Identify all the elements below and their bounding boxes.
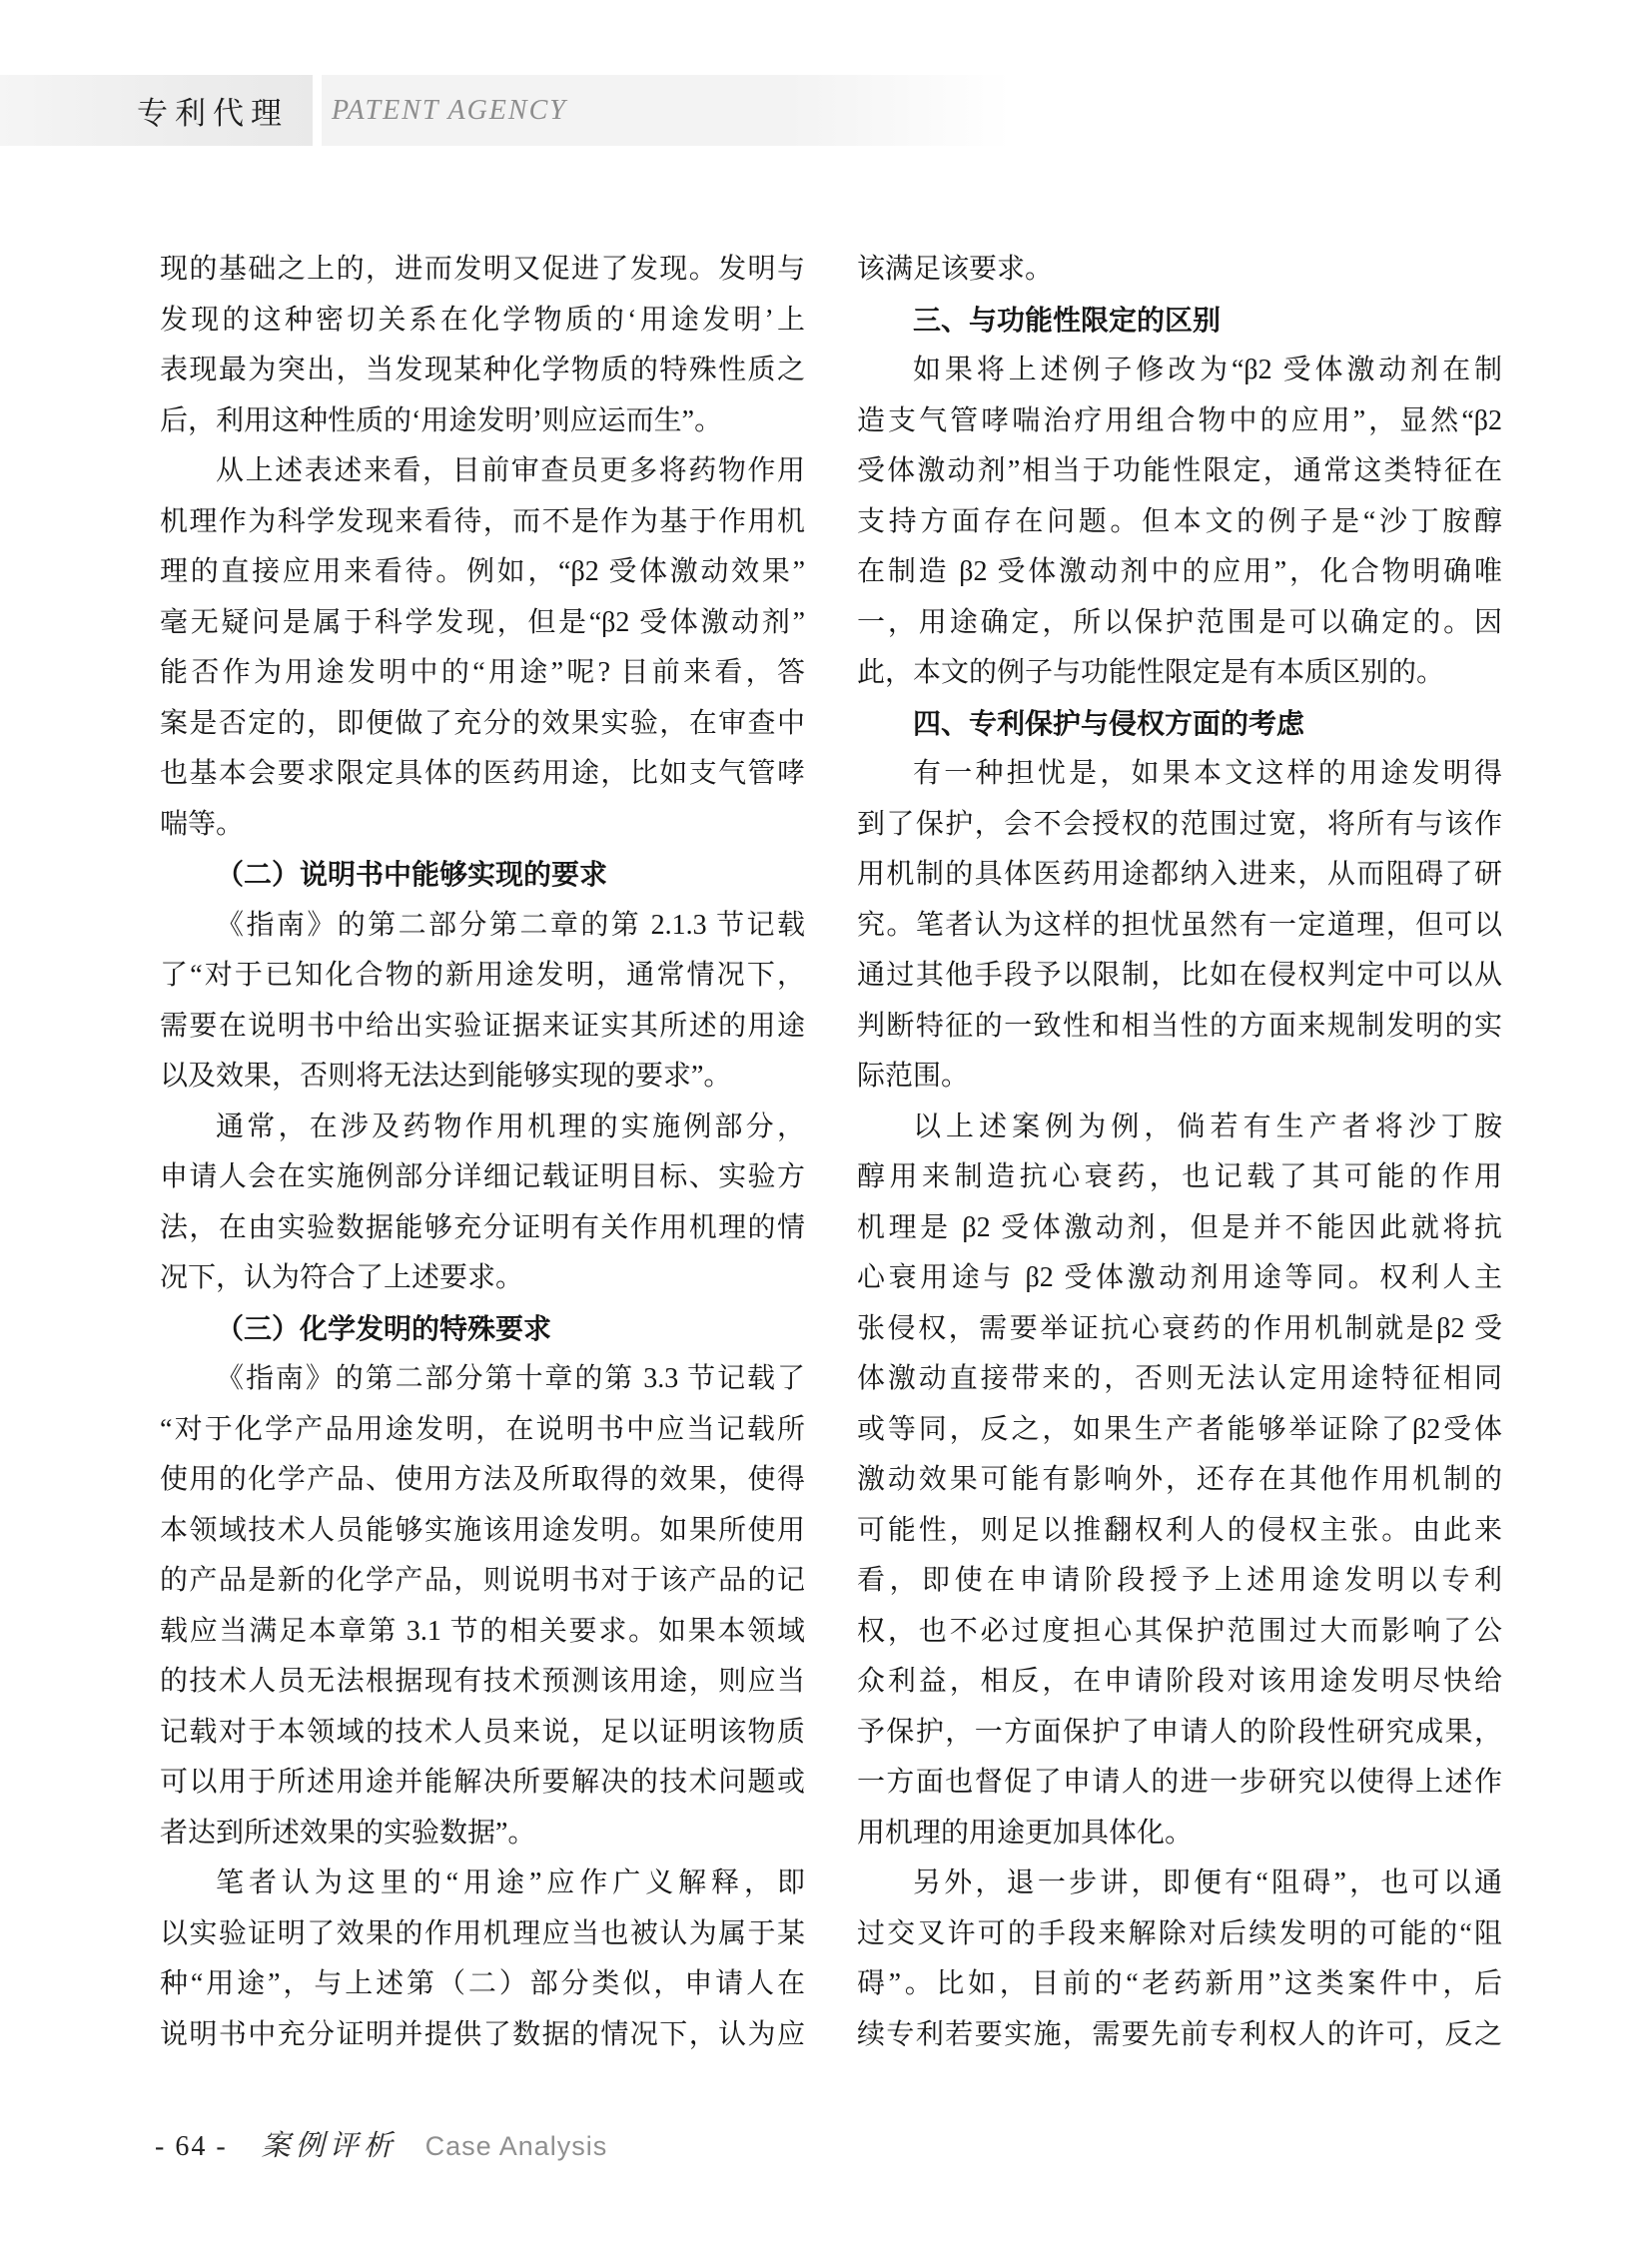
left-line-16: 需要在说明书中给出实验证据来证实其所述的用途 (160, 1010, 805, 1042)
left-line-17: 以及效果，否则将无法达到能够实现的要求”。 (160, 1061, 732, 1092)
left-line-28: 载应当满足本章第 3.1 节的相关要求。如果本领域 (160, 1615, 805, 1647)
right-line-28: 权，也不必过度担心其保护范围过大而影响了公 (857, 1615, 1502, 1647)
right-line-2: 三、与功能性限定的区别 (913, 304, 1222, 336)
header-band-right (322, 75, 1011, 146)
left-line-21: 况下，认为符合了上述要求。 (160, 1262, 524, 1293)
right-line-26: 可能性，则足以推翻权利人的侵权主张。由此来 (857, 1514, 1502, 1546)
left-line-19: 申请人会在实施例部分详细记载证明目标、实验方 (160, 1161, 805, 1192)
section-title-en: Case Analysis (424, 2131, 608, 2161)
left-line-10: 案是否定的，即便做了充分的效果实验，在审查中 (160, 707, 805, 739)
left-line-36: 说明书中充分证明并提供了数据的情况下，认为应 (160, 2018, 805, 2050)
left-line-5: 从上述表述来看，目前审查员更多将药物作用 (216, 455, 805, 486)
right-line-17: 际范围。 (857, 1061, 970, 1092)
right-line-31: 一方面也督促了申请人的进一步研究以使得上述作 (857, 1767, 1502, 1798)
header-band-left (0, 75, 313, 146)
left-column (160, 245, 805, 2060)
right-line-34: 过交叉许可的手段来解除对后续发明的可能的“阻 (857, 1917, 1502, 1949)
right-line-32: 用机理的用途更加具体化。 (857, 1817, 1194, 1849)
left-line-11: 也基本会要求限定具体的医药用途，比如支气管哮 (160, 758, 805, 789)
left-line-12: 喘等。 (160, 808, 245, 840)
right-line-22: 张侵权，需要举证抗心衰药的作用机制就是β2 受 (857, 1312, 1502, 1344)
right-line-29: 众利益，相反，在申请阶段对该用途发明尽快给 (857, 1666, 1502, 1697)
left-line-33: 笔者认为这里的“用途”应作广义解释，即 (216, 1868, 805, 1898)
right-line-7: 在制造 β2 受体激动剂中的应用”，化合物明确唯 (857, 556, 1502, 587)
right-line-6: 支持方面存在问题。但本文的例子是“沙丁胺醇 (857, 505, 1502, 537)
right-line-30: 予保护，一方面保护了申请人的阶段性研究成果， (857, 1716, 1502, 1748)
right-line-19: 醇用来制造抗心衰药，也记载了其可能的作用 (857, 1161, 1502, 1192)
left-line-13: （二）说明书中能够实现的要求 (216, 859, 608, 890)
left-line-20: 法，在由实验数据能够充分证明有关作用机理的情 (160, 1211, 805, 1243)
left-line-32: 者达到所述效果的实验数据”。 (160, 1817, 536, 1849)
left-line-29: 的技术人员无法根据现有技术预测该用途，则应当 (160, 1666, 805, 1697)
right-line-3: 如果将上述例子修改为“β2 受体激动剂在制 (913, 355, 1502, 385)
left-line-6: 机理作为科学发现来看待，而不是作为基于作用机 (160, 505, 805, 537)
right-line-5: 受体激动剂”相当于功能性限定，通常这类特征在 (857, 455, 1502, 486)
right-line-8: 一，用途确定，所以保护范围是可以确定的。因 (857, 606, 1502, 638)
page-footer (155, 2123, 608, 2162)
left-line-34: 以实验证明了效果的作用机理应当也被认为属于某 (160, 1917, 805, 1949)
left-line-14: 《指南》的第二部分第二章的第 2.1.3 节记载 (216, 909, 805, 941)
left-line-24: “对于化学产品用途发明，在说明书中应当记载所 (160, 1413, 805, 1445)
right-line-15: 通过其他手段予以限制，比如在侵权判定中可以从 (857, 960, 1502, 991)
left-line-30: 记载对于本领域的技术人员来说，足以证明该物质 (160, 1716, 805, 1748)
left-line-26: 本领域技术人员能够实施该用途发明。如果所使用 (160, 1514, 805, 1546)
left-line-15: 了“对于已知化合物的新用途发明，通常情况下， (160, 960, 805, 991)
section-title-cn: 案例评析 (261, 2130, 398, 2162)
right-column (857, 245, 1502, 2060)
left-line-23: 《指南》的第二部分第十章的第 3.3 节记载了 (216, 1363, 805, 1394)
right-line-27: 看，即使在申请阶段授予上述用途发明以专利 (857, 1565, 1502, 1596)
left-line-18: 通常，在涉及药物作用机理的实施例部分， (216, 1111, 805, 1142)
left-line-2: 发现的这种密切关系在化学物质的‘用途发明’上 (160, 304, 805, 336)
right-line-35: 碍”。比如，目前的“老药新用”这类案件中，后 (857, 1968, 1502, 1999)
right-line-4: 造支气管哮喘治疗用组合物中的应用”，显然“β2 (857, 404, 1502, 436)
page-number: - 64 - (155, 2131, 228, 2162)
right-line-10: 四、专利保护与侵权方面的考虑 (913, 707, 1305, 739)
right-line-24: 或等同，反之，如果生产者能够举证除了β2受体 (857, 1413, 1502, 1445)
right-line-36: 续专利若要实施，需要先前专利权人的许可，反之 (857, 2018, 1502, 2050)
left-line-8: 毫无疑问是属于科学发现，但是“β2 受体激动剂” (160, 606, 805, 638)
left-line-22: （三）化学发明的特殊要求 (216, 1312, 552, 1344)
right-line-21: 心衰用途与 β2 受体激动剂用途等同。权利人主 (857, 1262, 1502, 1293)
left-line-4: 后，利用这种性质的‘用途发明’则应运而生”。 (160, 404, 723, 436)
left-line-3: 表现最为突出，当发现某种化学物质的特殊性质之 (160, 355, 805, 385)
right-line-23: 体激动直接带来的，否则无法认定用途特征相同 (857, 1363, 1502, 1394)
right-line-9: 此，本文的例子与功能性限定是有本质区别的。 (857, 657, 1445, 688)
right-line-33: 另外，退一步讲，即便有“阻碍”，也可以通 (913, 1868, 1502, 1898)
right-line-14: 究。笔者认为这样的担忧虽然有一定道理，但可以 (857, 909, 1502, 941)
right-line-20: 机理是 β2 受体激动剂，但是并不能因此就将抗 (857, 1211, 1502, 1243)
page-title: 专利代理 (137, 96, 289, 131)
page-title-english: PATENT AGENCY (332, 94, 567, 126)
right-line-12: 到了保护，会不会授权的范围过宽，将所有与该作 (857, 808, 1502, 840)
right-line-25: 激动效果可能有影响外，还存在其他作用机制的 (857, 1464, 1502, 1495)
left-line-31: 可以用于所述用途并能解决所要解决的技术问题或 (160, 1767, 805, 1798)
right-line-18: 以上述案例为例，倘若有生产者将沙丁胺 (913, 1111, 1502, 1142)
left-line-9: 能否作为用途发明中的“用途”呢? 目前来看，答 (160, 657, 805, 688)
right-line-16: 判断特征的一致性和相当性的方面来规制发明的实 (857, 1010, 1502, 1042)
left-line-27: 的产品是新的化学产品，则说明书对于该产品的记 (160, 1565, 805, 1596)
left-line-1: 现的基础之上的，进而发明又促进了发现。发明与 (160, 254, 805, 285)
left-line-7: 理的直接应用来看待。例如，“β2 受体激动效果” (160, 556, 805, 587)
left-line-35: 种“用途”，与上述第（二）部分类似，申请人在 (160, 1968, 805, 1999)
right-line-13: 用机制的具体医药用途都纳入进来，从而阻碍了研 (857, 859, 1502, 890)
left-line-25: 使用的化学产品、使用方法及所取得的效果，使得 (160, 1464, 805, 1495)
right-line-1: 该满足该要求。 (857, 254, 1054, 285)
right-line-11: 有一种担忧是，如果本文这样的用途发明得 (913, 758, 1502, 789)
